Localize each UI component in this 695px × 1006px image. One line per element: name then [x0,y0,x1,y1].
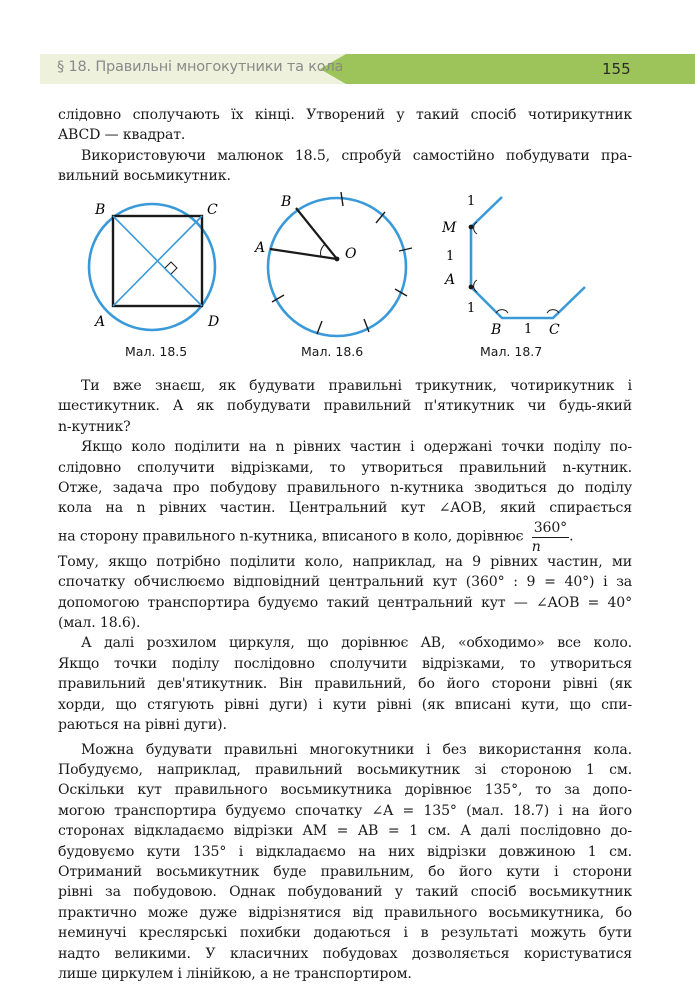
center-point [335,257,340,262]
text-line: раються на рівні дуги). [58,717,227,734]
page-header [40,54,695,84]
right-angle-mark [165,262,177,274]
label-d: D [208,314,220,330]
text-line: допомогою транспортира будуємо такий центральний кут — ∠AOB = 40° [58,594,632,611]
text-line: слідовно сполучити відрізками, то утвориться правильний n-кутник. [58,459,632,476]
text-line: правильний дев'ятикутник. Він правильний, бо його сторони рівні (як [58,676,632,693]
vertex-a [469,285,474,290]
section-title: § 18. Правильні многокутники та кола [57,59,344,75]
division-tick [399,248,412,251]
text-line: слідовно сполучають їх кінці. Утворений у такий спосіб чотирикутник [58,107,632,123]
text-line: Тому, якщо потрібно поділити коло, наприклад, на 9 рівних частин, ми [58,553,632,570]
vertex-m [469,225,474,230]
text-line: Ти вже знаєш, як будувати правильні трикутник, чотирикутник і [81,378,632,394]
text-line: практично може дуже відрізнятися від правильного восьмикутника, бо [58,904,632,921]
page-number: 155 [602,60,631,78]
text-line: А далі розхилом циркуля, що дорівнює AB, «обходимо» все коло. [81,635,632,652]
text-line: Отже, задача про побудову правильного n-кутника зводиться до поділу [58,480,632,497]
label-one: 1 [524,322,533,337]
text-line: спочатку обчислюємо відповідний центральний кут (360° : 9 = 40°) і за [58,574,632,591]
label-a: A [95,314,106,330]
header-tab [320,54,695,84]
text-line: n-кутник? [58,418,131,435]
label-c: C [207,202,218,218]
division-tick [317,321,322,334]
label-b: B [95,202,106,218]
text-line: неминучі креслярські похибки додаються і в результаті можуть бути [58,925,632,942]
figure-18-6 [245,192,425,342]
text-line: шестикутник. А як побудувати правильний п'ятикутник чи будь-який [58,398,632,415]
label-one: 1 [446,249,455,264]
angle-arc [321,244,326,256]
radius-ob [296,208,337,259]
label-c: C [549,322,560,338]
radius-oa [270,249,337,259]
circle [268,198,406,336]
figure-18-5 [85,192,225,342]
text-line: лише циркулем і лінійкою, а не транспортиром. [58,965,412,982]
text-line: Побудуємо, наприклад, правильний восьмикутник зі стороною 1 см. [58,761,632,778]
text-block-main [58,376,632,984]
text-line: хорди, що стягують рівні дуги) і кути рівні (як вписані кути, що спи- [58,696,632,713]
caption-18-7: Мал. 18.7 [480,344,543,359]
text-line: будовуємо кути 135° і відкладаємо на них відрізки довжиною 1 см. [58,843,632,860]
text-line: Отриманий восьмикутник буде правильним, бо його кути і сторони [58,863,632,880]
text-line: Якщо точки поділу послідовно сполучити відрізками, то утвориться [58,655,632,672]
label-one: 1 [467,301,476,316]
caption-18-5: Мал. 18.5 [125,344,188,359]
fraction-360-n [532,519,569,556]
formula-line: на сторону правильного n-кутника, вписаного в коло, дорівнює $\frac{360^\circ}{n}$ . [58,519,574,555]
text-line: рівні за побудовою. Однак побудований у такий спосіб восьмикутник [58,884,632,901]
fraction-numerator: 360° [533,519,568,536]
division-tick [341,192,343,206]
figures-row [85,192,615,372]
text-line: Використовуючи малюнок 18.5, спробуй самостійно побудувати пра- [81,147,632,164]
text-line: ABCD — квадрат. [58,127,186,144]
label-o: O [345,246,357,262]
caption-18-6: Мал. 18.6 [301,344,364,359]
label-m: M [442,220,457,236]
text-line: Оскільки кут правильного восьмикутника дорівнює 135°, то за допо- [58,782,632,799]
text-line: (мал. 18.6). [58,615,141,632]
figure-18-7 [435,192,615,342]
text-line: Можна будувати правильні многокутники і без використання кола. [81,741,632,758]
text-line: сторонах відкладаємо відрізки AM = AB = 1 см. А далі послідовно до- [58,823,632,840]
label-b: B [281,194,292,210]
label-a: A [255,240,266,256]
text-line: на сторону правильного n-кутника, вписаного в коло, дорівнює [58,528,524,545]
label-b: B [491,322,502,338]
octagon-partial [471,197,585,318]
fraction-denominator: n [531,538,541,555]
text-line: надто великими. У класичних побудовах дозволяється користуватися [58,945,632,962]
text-line: могою транспортира будуємо спочатку ∠A = 135° (мал. 18.7) і на його [58,802,632,819]
label-one: 1 [467,194,476,209]
text-line: Якщо коло поділити на n рівних частин і одержані точки поділу по- [81,439,632,456]
label-a: A [445,272,456,288]
text-line: кола на n рівних частин. Центральний кут ∠AOB, який спирається [58,500,632,517]
text-block-top [58,105,632,187]
text-line: вильний восьмикутник. [58,168,231,185]
